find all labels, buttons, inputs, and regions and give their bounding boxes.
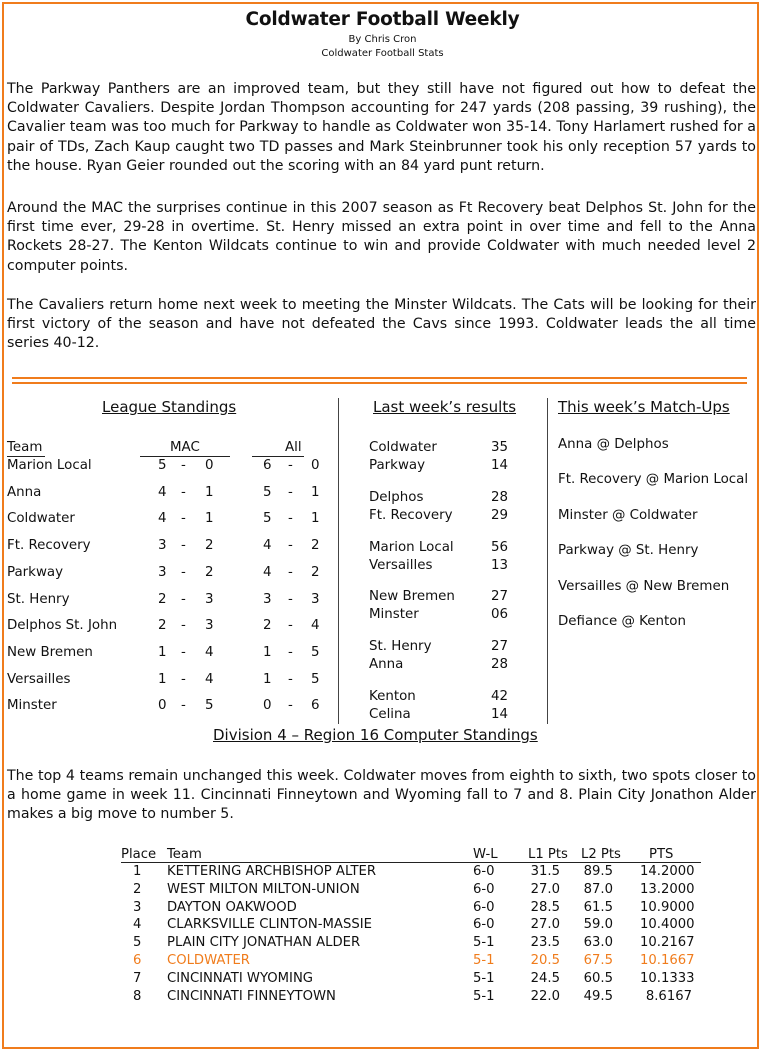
division-wl: 6-0 (473, 899, 495, 915)
division-l1: 27.0 (530, 917, 560, 933)
result-score: 14 (491, 458, 509, 473)
division-col-l1: L1 Pts (528, 847, 568, 862)
byline-source: Coldwater Football Stats (321, 48, 444, 59)
standings-all-wins: 5 (263, 511, 272, 527)
standings-all-wins: 5 (263, 484, 272, 500)
standings-col-mac: MAC (170, 440, 200, 455)
standings-all-losses: 2 (311, 564, 320, 580)
division-wl: 6-0 (473, 881, 495, 897)
standings-all-sep: - (288, 564, 293, 580)
standings-mac-sep: - (181, 538, 186, 554)
result-score: 14 (491, 707, 509, 722)
standings-team: Versailles (7, 671, 71, 687)
division-l2: 63.0 (583, 935, 613, 951)
paragraph-computer-standings: The top 4 teams remain unchanged this week. Coldwater moves from eighth to sixth, two spots closer to a home game in week 11. Cincinnati Finneytown and Wyoming fall to 7 and 8. Plain City Jonathon Alder makes a big move to number 5. (7, 768, 756, 823)
column-divider-left (338, 398, 339, 724)
paragraph-game-recap: The Parkway Panthers are an improved team, but they still have not figured out how to defeat the Coldwater Cavaliers. Despite Jordan Thompson accounting for 247 yards (208 passing, 39 rushing), the Cavalier team was too much for Parkway to handle as Coldwater won 35-14. Tony Harlamert rushed for a pair of TDs, Zach Kaup caught two TD passes and Mark Steinbrunner took his only reception 57 yards to the house. Ryan Geier rounded out the scoring with an 84 yard punt return. (7, 81, 756, 174)
standings-mac-wins: 3 (158, 564, 167, 580)
standings-all-wins: 0 (263, 698, 272, 714)
page-title: Coldwater Football Weekly (245, 9, 520, 30)
division-team: PLAIN CITY JONATHAN ALDER (167, 935, 361, 951)
division-col-pts: PTS (649, 847, 674, 862)
standings-heading: League Standings (102, 398, 237, 416)
standings-mac-wins: 0 (158, 698, 167, 714)
result-team: Minster (369, 607, 419, 623)
standings-all-losses: 1 (311, 511, 320, 527)
standings-all-wins: 4 (263, 564, 272, 580)
standings-header-underline-all (252, 456, 304, 457)
standings-all-losses: 5 (311, 671, 320, 687)
result-team: Ft. Recovery (369, 507, 453, 523)
matchup-item: Minster @ Coldwater (558, 507, 698, 523)
standings-all-sep: - (288, 458, 293, 473)
standings-all-wins: 4 (263, 538, 272, 554)
result-score: 27 (491, 589, 509, 605)
standings-mac-losses: 1 (205, 484, 214, 500)
division-heading: Division 4 – Region 16 Computer Standings (213, 726, 538, 744)
division-wl: 6-0 (473, 864, 495, 879)
division-l2: 67.5 (583, 953, 613, 968)
division-wl: 6-0 (473, 917, 495, 933)
standings-all-sep: - (288, 618, 293, 634)
division-col-place: Place (121, 847, 157, 862)
standings-mac-wins: 1 (158, 644, 167, 660)
division-team: DAYTON OAKWOOD (167, 899, 297, 915)
result-score: 28 (491, 489, 509, 505)
division-pts: 10.1667 (640, 953, 695, 968)
matchup-item: Parkway @ St. Henry (558, 543, 699, 559)
standings-mac-wins: 4 (158, 511, 167, 527)
standings-all-wins: 2 (263, 618, 272, 634)
standings-team: Marion Local (7, 458, 92, 473)
standings-col-all: All (285, 440, 302, 455)
double-rule-bottom (12, 382, 747, 384)
standings-mac-sep: - (181, 618, 186, 634)
division-team: CINCINNATI WYOMING (167, 970, 314, 986)
division-pts: 8.6167 (645, 988, 692, 1004)
division-pts: 10.4000 (640, 917, 695, 933)
standings-team: Ft. Recovery (7, 538, 91, 554)
standings-mac-sep: - (181, 484, 186, 500)
division-header-underline (121, 862, 701, 863)
division-place: 3 (133, 899, 142, 915)
result-team: Anna (369, 657, 404, 673)
standings-all-wins: 1 (263, 644, 272, 660)
result-team: Celina (369, 707, 411, 722)
result-team: Parkway (369, 458, 426, 473)
paragraph-next-week: The Cavaliers return home next week to meeting the Minster Wildcats. The Cats will be looking for their first victory of the season and have not defeated the Cavs since 1993. Coldwater leads the all time series 40-12. (7, 297, 756, 352)
standings-all-sep: - (288, 484, 293, 500)
division-pts: 10.9000 (640, 899, 695, 915)
matchups-heading: This week’s Match-Ups (558, 398, 730, 416)
standings-mac-wins: 2 (158, 618, 167, 634)
standings-all-sep: - (288, 591, 293, 607)
standings-mac-losses: 5 (205, 698, 214, 714)
division-l2: 87.0 (583, 881, 613, 897)
standings-header-underline-mac (140, 456, 230, 457)
division-l1: 24.5 (530, 970, 560, 986)
column-divider-right (547, 398, 548, 724)
matchup-item: Versailles @ New Bremen (558, 578, 730, 594)
division-pts: 10.1333 (640, 970, 695, 986)
matchup-item: Anna @ Delphos (558, 437, 669, 452)
result-team: Kenton (369, 689, 416, 704)
result-team: Versailles (369, 557, 433, 573)
standings-all-losses: 5 (311, 644, 320, 660)
division-l2: 89.5 (583, 864, 613, 879)
standings-all-wins: 1 (263, 671, 272, 687)
standings-mac-sep: - (181, 644, 186, 660)
standings-all-wins: 3 (263, 591, 272, 607)
standings-mac-losses: 3 (205, 591, 214, 607)
standings-all-losses: 0 (311, 458, 320, 473)
division-team: CLARKSVILLE CLINTON-MASSIE (167, 917, 372, 933)
division-l2: 61.5 (583, 899, 613, 915)
standings-team: Anna (7, 484, 42, 500)
division-l2: 49.5 (583, 988, 613, 1004)
division-l1: 23.5 (530, 935, 560, 951)
byline-author: By Chris Cron (348, 34, 417, 45)
standings-all-sep: - (288, 698, 293, 714)
standings-mac-sep: - (181, 698, 186, 714)
standings-mac-wins: 4 (158, 484, 167, 500)
standings-team: Coldwater (7, 511, 75, 527)
division-l2: 59.0 (583, 917, 613, 933)
result-team: Coldwater (369, 440, 437, 455)
division-pts: 14.2000 (640, 864, 695, 879)
standings-mac-losses: 3 (205, 618, 214, 634)
division-wl: 5-1 (473, 970, 495, 986)
standings-mac-losses: 4 (205, 644, 214, 660)
division-col-team: Team (167, 847, 202, 862)
division-col-wl: W-L (473, 847, 498, 862)
standings-mac-sep: - (181, 591, 186, 607)
standings-header-underline-team (7, 456, 45, 457)
result-score: 06 (491, 607, 509, 623)
division-l1: 22.0 (530, 988, 560, 1004)
standings-all-sep: - (288, 538, 293, 554)
result-team: Marion Local (369, 539, 454, 555)
division-l1: 27.0 (530, 881, 560, 897)
standings-all-wins: 6 (263, 458, 272, 473)
matchup-item: Ft. Recovery @ Marion Local (558, 472, 749, 488)
standings-team: New Bremen (7, 644, 93, 660)
standings-all-losses: 4 (311, 618, 320, 634)
standings-col-team: Team (7, 440, 43, 455)
result-score: 13 (491, 557, 509, 573)
matchup-item: Defiance @ Kenton (558, 614, 686, 629)
division-place: 4 (133, 917, 142, 933)
result-score: 28 (491, 657, 509, 673)
standings-team: St. Henry (7, 591, 70, 607)
standings-mac-losses: 4 (205, 671, 214, 687)
standings-all-losses: 1 (311, 484, 320, 500)
result-score: 56 (491, 539, 509, 555)
division-place: 2 (133, 881, 142, 897)
division-team: CINCINNATI FINNEYTOWN (167, 988, 336, 1004)
standings-team: Delphos St. John (7, 618, 118, 634)
standings-all-sep: - (288, 644, 293, 660)
division-place: 7 (133, 970, 142, 986)
standings-all-losses: 2 (311, 538, 320, 554)
standings-mac-sep: - (181, 458, 186, 473)
division-pts: 13.2000 (640, 881, 695, 897)
standings-mac-wins: 5 (158, 458, 167, 473)
division-team: WEST MILTON MILTON-UNION (167, 881, 360, 897)
standings-mac-losses: 0 (205, 458, 214, 473)
standings-mac-sep: - (181, 511, 186, 527)
division-team: KETTERING ARCHBISHOP ALTER (167, 864, 377, 879)
standings-mac-losses: 2 (205, 564, 214, 580)
standings-team: Minster (7, 698, 57, 714)
division-place: 1 (133, 864, 142, 879)
division-place: 6 (133, 953, 142, 968)
standings-mac-sep: - (181, 671, 186, 687)
result-score: 29 (491, 507, 509, 523)
division-l1: 31.5 (530, 864, 560, 879)
division-col-l2: L2 Pts (581, 847, 621, 862)
standings-all-losses: 3 (311, 591, 320, 607)
division-place: 8 (133, 988, 142, 1004)
division-team: COLDWATER (167, 953, 250, 968)
result-score: 27 (491, 639, 509, 655)
standings-mac-wins: 2 (158, 591, 167, 607)
standings-mac-losses: 2 (205, 538, 214, 554)
standings-mac-wins: 3 (158, 538, 167, 554)
standings-mac-wins: 1 (158, 671, 167, 687)
result-team: St. Henry (369, 639, 432, 655)
standings-all-sep: - (288, 511, 293, 527)
standings-mac-sep: - (181, 564, 186, 580)
standings-all-losses: 6 (311, 698, 320, 714)
division-wl: 5-1 (473, 935, 495, 951)
division-pts: 10.2167 (640, 935, 695, 951)
division-wl: 5-1 (473, 988, 495, 1004)
division-l2: 60.5 (583, 970, 613, 986)
division-l1: 20.5 (530, 953, 560, 968)
double-rule-top (12, 377, 747, 379)
standings-mac-losses: 1 (205, 511, 214, 527)
result-score: 35 (491, 440, 509, 455)
division-place: 5 (133, 935, 142, 951)
standings-all-sep: - (288, 671, 293, 687)
paragraph-around-mac: Around the MAC the surprises continue in this 2007 season as Ft Recovery beat Delphos St. John for the first time ever, 29-28 in overtime. St. Henry missed an extra point in over time and fell to the Anna Rockets 28-27. The Kenton Wildcats continue to win and provide Coldwater with much needed level 2 computer points. (7, 200, 756, 274)
division-l1: 28.5 (530, 899, 560, 915)
result-score: 42 (491, 689, 509, 704)
standings-team: Parkway (7, 564, 64, 580)
results-heading: Last week’s results (373, 398, 517, 416)
result-team: Delphos (369, 489, 424, 505)
division-wl: 5-1 (473, 953, 495, 968)
result-team: New Bremen (369, 589, 455, 605)
